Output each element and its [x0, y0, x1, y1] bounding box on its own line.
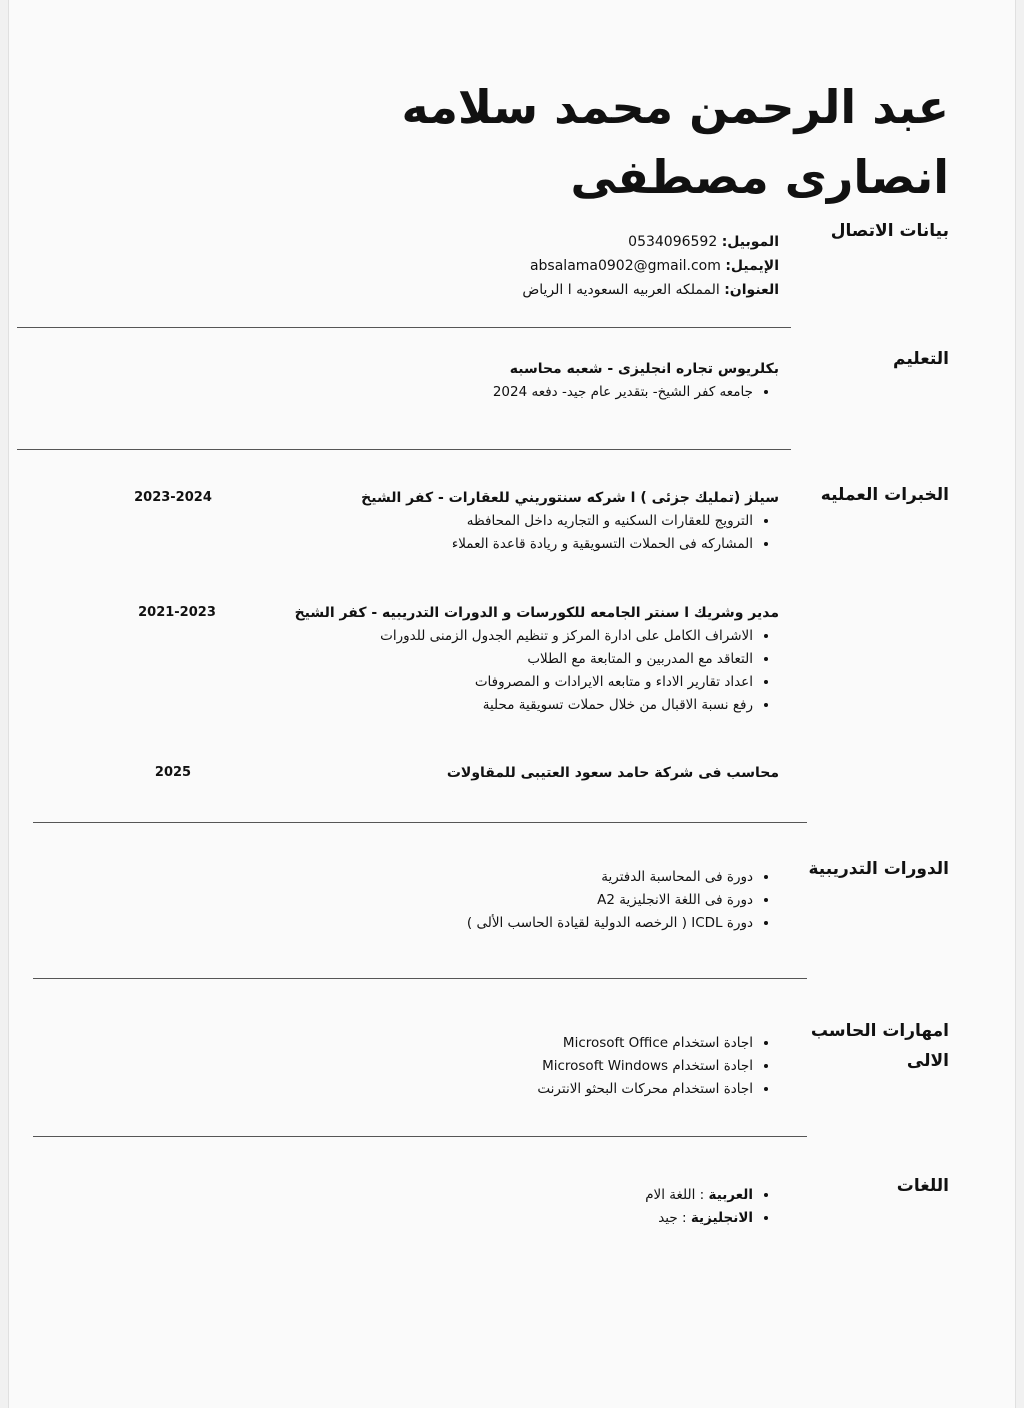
list-item: • الترويج للعقارات السكنيه و التجاريه داخل المحافظه — [219, 510, 753, 533]
job-entry — [219, 486, 779, 556]
language-level: : جيد — [658, 1210, 687, 1226]
computer-list — [219, 1032, 779, 1101]
divider — [17, 449, 791, 450]
section-title-experience: الخبرات العمليه — [820, 485, 949, 505]
job-points — [219, 510, 779, 556]
languages-list — [219, 1184, 779, 1230]
list-item: • اعداد تقارير الاداء و متابعه الايرادات و المصروفات — [219, 671, 753, 694]
email-value: absalama0902@gmail.com — [529, 258, 721, 274]
language-name: الانجليزية — [690, 1210, 753, 1226]
list-item — [219, 1207, 753, 1230]
resume-page — [8, 0, 1016, 1408]
languages-block — [219, 1184, 779, 1230]
mobile-row — [219, 230, 779, 254]
list-item: • الاشراف الكامل على ادارة المركز و تنظيم الجدول الزمنى للدورات — [219, 625, 753, 648]
address-label: العنوان: — [724, 282, 779, 298]
section-title-languages: اللغات — [896, 1176, 949, 1196]
divider — [33, 978, 807, 979]
language-level: : اللغة الام — [645, 1187, 705, 1203]
language-name: العربية — [708, 1187, 753, 1203]
divider — [33, 1136, 807, 1137]
courses-list — [219, 866, 779, 935]
section-title-courses: الدورات التدريبية — [808, 859, 949, 879]
contact-details — [219, 230, 779, 302]
list-item: • جامعه كفر الشيخ- بتقدير عام جيد- دفعه 2024 — [219, 381, 753, 404]
list-item: • رفع نسبة الاقبال من خلال حملات تسويقية محلية — [219, 694, 753, 717]
divider — [17, 327, 791, 328]
computer-block — [219, 1032, 779, 1101]
list-item: • اجادة استخدام Microsoft Office — [219, 1032, 753, 1055]
list-item: • التعاقد مع المدربين و المتابعة مع الطلاب — [219, 648, 753, 671]
job-entry — [219, 761, 779, 785]
address-row — [219, 278, 779, 302]
job-title: مدير وشريك ا سنتر الجامعه للكورسات و الدورات التدريبيه - كفر الشيخ — [294, 605, 779, 621]
list-item: • دورة ICDL ( الرخصه الدولية لقيادة الحاسب الألى ) — [219, 912, 753, 935]
email-row — [219, 254, 779, 278]
section-title-education: التعليم — [893, 349, 949, 369]
section-title-contact: بيانات الاتصال — [830, 221, 949, 241]
courses-block — [219, 866, 779, 935]
job-date: 2021-2023 — [138, 605, 216, 620]
job-entry — [219, 601, 779, 717]
list-item: • المشاركه فى الحملات التسويقية و ريادة قاعدة العملاء — [219, 533, 753, 556]
mobile-label: الموبيل: — [721, 234, 779, 250]
education-block — [219, 357, 779, 404]
section-title-computer: امهارات الحاسب الالى — [810, 1021, 949, 1071]
full-name: عبد الرحمن محمد سلامه انصارى مصطفى — [401, 80, 949, 204]
job-title: سيلز (تمليك جزئى ) ا شركه سنتوريني للعقارات - كفر الشيخ — [361, 490, 779, 506]
mobile-value: 0534096592 — [628, 234, 718, 250]
list-item: • دورة فى المحاسبة الدفترية — [219, 866, 753, 889]
list-item — [219, 1184, 753, 1207]
job-title: محاسب فى شركة حامد سعود العتيبى للمقاولات — [446, 765, 779, 781]
job-date: 2023-2024 — [134, 490, 212, 505]
address-value: المملكه العربيه السعوديه ا الرياض — [522, 282, 720, 298]
list-item: • اجادة استخدام محركات البحثو الانترنت — [219, 1078, 753, 1101]
divider — [33, 822, 807, 823]
job-date: 2025 — [154, 765, 192, 780]
email-label: الإيميل: — [725, 258, 779, 274]
list-item: • دورة فى اللغة الانجليزية A2 — [219, 889, 753, 912]
degree-title: بكلريوس تجاره انجليزى - شعبه محاسبه — [509, 361, 779, 377]
list-item: • اجادة استخدام Microsoft Windows — [219, 1055, 753, 1078]
job-points — [219, 625, 779, 717]
education-list — [219, 381, 779, 404]
